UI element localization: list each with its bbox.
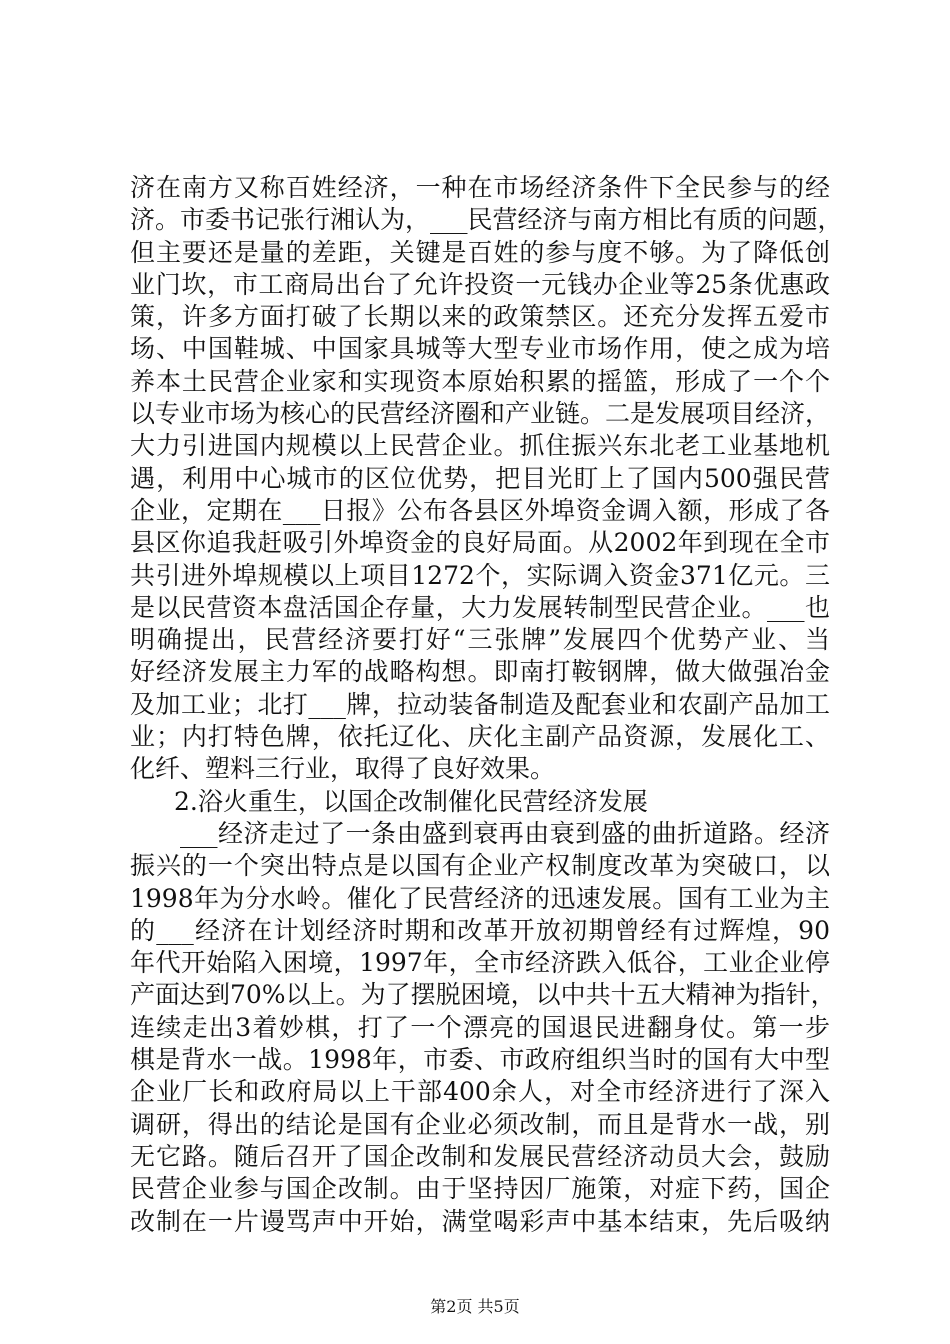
text-line: 化纤、塑料三行业，取得了良好效果。: [130, 754, 556, 784]
text-line: 养本土民营企业家和实现资本原始积累的摇篮，形成了一个个: [130, 366, 830, 396]
text-line: 遇，利用中心城市的区位优势，把目光盯上了国内500强民营: [130, 463, 830, 493]
text-line: 济在南方又称百姓经济，一种在市场经济条件下全民参与的经: [130, 173, 830, 202]
text-line: 以专业市场为核心的民营经济圈和产业链。二是发展项目经济，: [130, 399, 831, 429]
text-line: 但主要还是量的差距，关键是百姓的参与度不够。为了降低创: [130, 237, 830, 267]
text-line: 策，许多方面打破了长期以来的政策禁区。还充分发挥五爱市: [130, 302, 830, 332]
text-line: 年代开始陷入困境，1997年，全市经济跌入低谷，工业企业停: [130, 948, 830, 978]
text-line: 民营企业参与国企改制。由于坚持因厂施策，对症下药，国企: [130, 1174, 830, 1204]
text-line: 是以民营资本盘活国企存量，大力发展转制型民营企业。___也: [130, 592, 830, 622]
text-line: 产面达到70%以上。为了摆脱困境，以中共十五大精神为指针，: [130, 980, 836, 1010]
text-line: 1998年为分水岭。催化了民营经济的迅速发展。国有工业为主: [130, 883, 830, 913]
text-line: 的___经济在计划经济时期和改革开放初期曾经有过辉煌，90: [130, 915, 830, 945]
text-line: ___经济走过了一条由盛到衰再由衰到盛的曲折道路。经济: [180, 818, 830, 848]
text-line: 及加工业；北打___牌，拉动装备制造及配套业和农副产品加工: [130, 689, 830, 719]
text-line: 企业厂长和政府局以上干部400余人，对全市经济进行了深入: [130, 1077, 830, 1107]
text-line: 济。市委书记张行湘认为，___民营经济与南方相比有质的问题，: [130, 205, 843, 235]
text-line: 振兴的一个突出特点是以国有企业产权制度改革为突破口，以: [130, 851, 830, 881]
text-line: 场、中国鞋城、中国家具城等大型专业市场作用，使之成为培: [130, 334, 830, 364]
text-line: 明确提出，民营经济要打好“三张牌”发展四个优势产业、当: [130, 625, 830, 655]
page-number: 第2页 共5页: [430, 1297, 520, 1316]
page-footer: [0, 1297, 950, 1317]
text-line: 好经济发展主力军的战略构想。即南打鞍钢牌，做大做强冶金: [130, 657, 830, 687]
text-line: 连续走出3着妙棋，打了一个漂亮的国退民进翻身仗。第一步: [130, 1012, 830, 1042]
section-heading: 2.浴火重生，以国企改制催化民营经济发展: [174, 786, 648, 816]
text-line: 业；内打特色牌，依托辽化、庆化主副产品资源，发展化工、: [130, 722, 830, 752]
text-line: 无它路。随后召开了国企改制和发展民营经济动员大会，鼓励: [130, 1141, 830, 1171]
text-line: 改制在一片谩骂声中开始，满堂喝彩声中基本结束，先后吸纳: [130, 1206, 830, 1236]
text-line: 调研，得出的结论是国有企业必须改制，而且是背水一战，别: [130, 1109, 830, 1139]
text-line: 共引进外埠规模以上项目1272个，实际调入资金371亿元。三: [130, 560, 830, 590]
text-line: 大力引进国内规模以上民营企业。抓住振兴东北老工业基地机: [130, 431, 830, 461]
text-line: 棋是背水一战。1998年，市委、市政府组织当时的国有大中型: [130, 1045, 830, 1075]
document-body: [130, 172, 843, 1238]
text-line: 企业，定期在___日报》公布各县区外埠资金调入额，形成了各: [130, 495, 830, 525]
text-line: 县区你追我赶吸引外埠资金的良好局面。从2002年到现在全市: [130, 528, 830, 558]
text-line: 业门坎，市工商局出台了允许投资一元钱办企业等25条优惠政: [130, 269, 830, 299]
